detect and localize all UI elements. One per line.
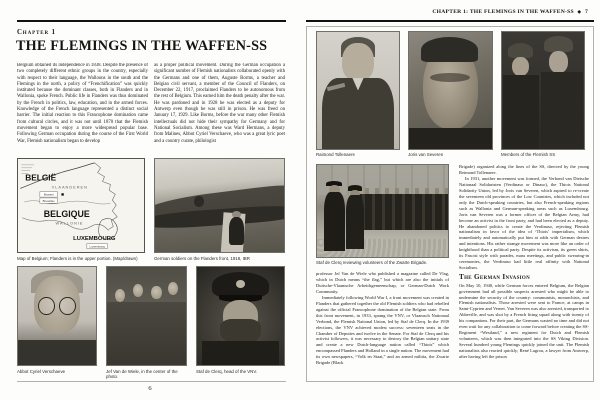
portrait-caption-tollenaere: Raimond Tollenaere	[316, 152, 355, 157]
portrait-hair	[421, 37, 477, 63]
portrait-coat	[18, 340, 96, 365]
right-page-left-column	[316, 271, 449, 380]
volunteer-rank	[355, 194, 448, 231]
map-city-brussel: Brussel	[43, 192, 54, 197]
bottom-rule-left	[17, 381, 286, 382]
cap-badge	[236, 280, 245, 288]
photo-caption-van-de-wiele: Jef Van de Wiele, in the center of the photo.	[106, 369, 178, 379]
photo-caption-de-clerq: Staf de Clerq, head of the VNV.	[196, 369, 258, 374]
photo-tollenaere	[316, 31, 400, 150]
page-number-right: 7	[584, 9, 588, 15]
chapter-title: THE FLEMINGS IN THE WAFFEN-SS	[16, 38, 268, 54]
portrait-caption-van-severen: Joris van Severen	[408, 152, 444, 157]
east-border	[95, 163, 118, 230]
portrait-suit	[409, 128, 492, 149]
belgium-map	[17, 158, 145, 253]
portrait-face	[549, 51, 568, 73]
map-city-luxembourg: Luxembourg	[89, 245, 105, 249]
page-number-left: 6	[148, 385, 152, 392]
photo-caption-verschaeve: Abbot Cyriel Verschaeve	[17, 369, 66, 374]
belgium-map-drawing	[18, 159, 144, 252]
body-column-1: Belgium obtained its independence in 1838. Despite the presence of two completely different ethnic groups in the country, especially with respect to their language, the Walloons in the south and the Flemings in the north, a policy of “Frenchification” was quickly instituted because the dominant classes, both in Flanders and in Wallonia, spoke French. Public life in Flanders was thus dominated by the French in politics, law, education, and in the armed forces. Knowledge of the French language represented a distinct social barrier. The initial reaction to this Francophone domination came from cultural circles, and it was not until 1870 that the Flemish movement began to enjoy a more widespread popular base. Following German occupation during the course of the First World War, Flemish nationalism began to develop	[17, 63, 148, 144]
diamond-separator-icon: ◆	[577, 9, 582, 14]
soldier-figure-back	[194, 196, 204, 207]
portrait-coat	[202, 341, 279, 365]
map-label-vlaanderen: VLAANDEREN	[51, 184, 88, 190]
peaked-cap	[508, 43, 533, 58]
group-head	[115, 289, 125, 303]
page-right	[300, 0, 600, 400]
paragraph: In 1931, another movement was formed, the Verbond van Dietsche Nationaal Solidaristen (Verdinaso or Dinaso), the Thiois National Solidarity Union, led by Joris van Severen, which aspired to re-create the seventeen old provinces of the Low Countries, which included not only the Dutch-speaking countries, but also French-speaking regions such as Wallonia and German-speaking areas such as Luxembourg. Joris van Severen was a former officer of the Belgian Army, had become an activist in the front party, and had been elected as a deputy. He abandoned politics to create the Verdinaso, rejecting Flemish nationalism in favor of the idea of ‘Thiois’ imperialism, which immediately and automatically put him at odds with German desires and intentions. His rather strange movement was more like an order of knighthood than a political party. Despite its activism, its green shirts, its Fascist style with parades, mass meetings, and public swearing-in ceremonies, the Verdinaso had little real affinity with National Socialism.	[459, 175, 589, 271]
photo-flemish-ss	[501, 31, 585, 150]
top-rule-right	[306, 20, 594, 22]
round-glasses-left	[38, 297, 55, 315]
body-column-2: as a proper political movement. During the German occupation a significant number of Flemish nationalists collaborated openly with the Germans and one of them, Auguste Borms, a teacher and Belgian civil servant, a member of the Council of Flanders, on December 22, 1917, proclaimed Flanders to be autonomous from the rest of Belgium. This earned him the death penalty after the war. He was pardoned and in 1928 he was elected as a deputy for Antwerp even though he was still in prison. He was freed on January 17, 1929. Like Borms, before the war many other Flemish intellectuals did not hide their sympathy for Germany and for National Socialism. Among these was Ward Hermans, a deputy from Malines, Abbot Cyriel Verschaeve, who was a great lyric poet and a country curate, philologist	[154, 63, 285, 144]
running-head	[306, 9, 588, 15]
photo-van-de-wiele-group	[106, 266, 187, 366]
map-label-belgique: BELGIQUE	[43, 208, 90, 219]
group-head	[168, 282, 178, 296]
group-uniforms	[107, 302, 186, 365]
paragraph: On May 10, 1940, while German forces entered Belgium, the Belgian government had all possible suspects arrested who might be able to undermine the security of the country: communists, monarchists, and Flemish nationalists. Those arrested were sent to France, at camps in Saint-Cyprien and Vernet. Van Severen was also arrested, transported to Abbeville, and was shot by a French firing squad along with twenty of his companions. For their part, the Germans wasted no time and did not even wait for any collaboration to come forward before creating the SS-Regiment “Westland,” a new regiment for Dutch and Flemish volunteers, which was then integrated into the SS Viking Division. Several hundred young Flemings quickly joined the unit. The Flemish nationalists also reacted quickly; René Lagrou, a lawyer from Antwerp, after having left the prison	[459, 282, 589, 360]
group-head	[133, 284, 143, 298]
trench-caption: German soldiers on the Flanders front, 1918, IBR	[154, 256, 250, 261]
photo-de-clerq	[196, 266, 285, 366]
peaked-cap	[544, 36, 573, 52]
group-head	[151, 286, 161, 300]
map-caption: Map of Belgium; Flanders is in the upper portion. (Map/drawn)	[17, 256, 138, 261]
photo-flanders-front	[154, 158, 285, 253]
map-label-belgie: BELGIË	[25, 172, 57, 183]
photo-zwarte-brigade-review	[316, 164, 449, 258]
portrait-caption-flemish-ss: Members of the Flemish SS	[501, 152, 556, 157]
right-page-right-column	[459, 164, 589, 381]
paragraph: Immediately following World War I, a front movement was created in Flanders that gathered together the old Flemish soldiers who had rebelled against the official Francophone domination of the Belgian state. From this front movement, in 1933, sprang the VNV, or Vlaamsch Nationaal Verbond, the Flemish National Union, led by Staf de Clerq. In the 1939 elections, the VNV achieved modest success: seventeen seats in the Chamber of Deputies and twelve in the Senate. For Staf de Clerq and his activist followers, it was necessary to destroy the Belgian unitary state and create a new Dutch-language nation called “Thiois” which encompassed Flanders and Holland in a single nation. The movement had its own newspapers, “Volk en Staat,” and an armed militia, the Zwarte Brigade (Black	[316, 294, 449, 366]
review-photo-caption: Staf de Clerq reviewing volunteers of the Zwarte Brigade.	[316, 260, 428, 265]
running-head-text: CHAPTER 1: THE FLEMINGS IN THE WAFFEN-SS	[432, 9, 574, 15]
brussels-marker	[61, 193, 63, 195]
officer-figure	[346, 195, 364, 248]
paragraph: Brigade) organized along the lines of the SS, directed by the young Reimond Tollenaere.	[459, 164, 589, 175]
paragraph: professor Jef Van de Wiele who published a magazine called De Vlag, which in Dutch means “the flag,” but which are also the initials of Duitsche-Vlaamsche Arbeidsgemeenschap, or German-Dutch Work Community.	[316, 271, 449, 294]
portrait-uniform	[503, 75, 539, 149]
photo-van-severen	[408, 31, 493, 150]
officer-figure	[324, 192, 345, 251]
portrait-face	[342, 43, 373, 82]
photo-verschaeve	[17, 266, 97, 366]
portrait-uniform	[541, 72, 584, 149]
chapter-label: Chapter 1	[17, 29, 56, 36]
portrait-face	[512, 57, 529, 77]
top-rule-left	[17, 20, 286, 22]
soldier-figure	[229, 217, 244, 245]
map-label-luxembourg: LUXEMBOURG	[73, 236, 116, 243]
section-heading-german-invasion: The German Invasion	[459, 273, 531, 282]
map-city-bruxelles: Bruxelles	[42, 198, 55, 203]
map-label-wallonie: WALLONIE	[55, 220, 84, 226]
